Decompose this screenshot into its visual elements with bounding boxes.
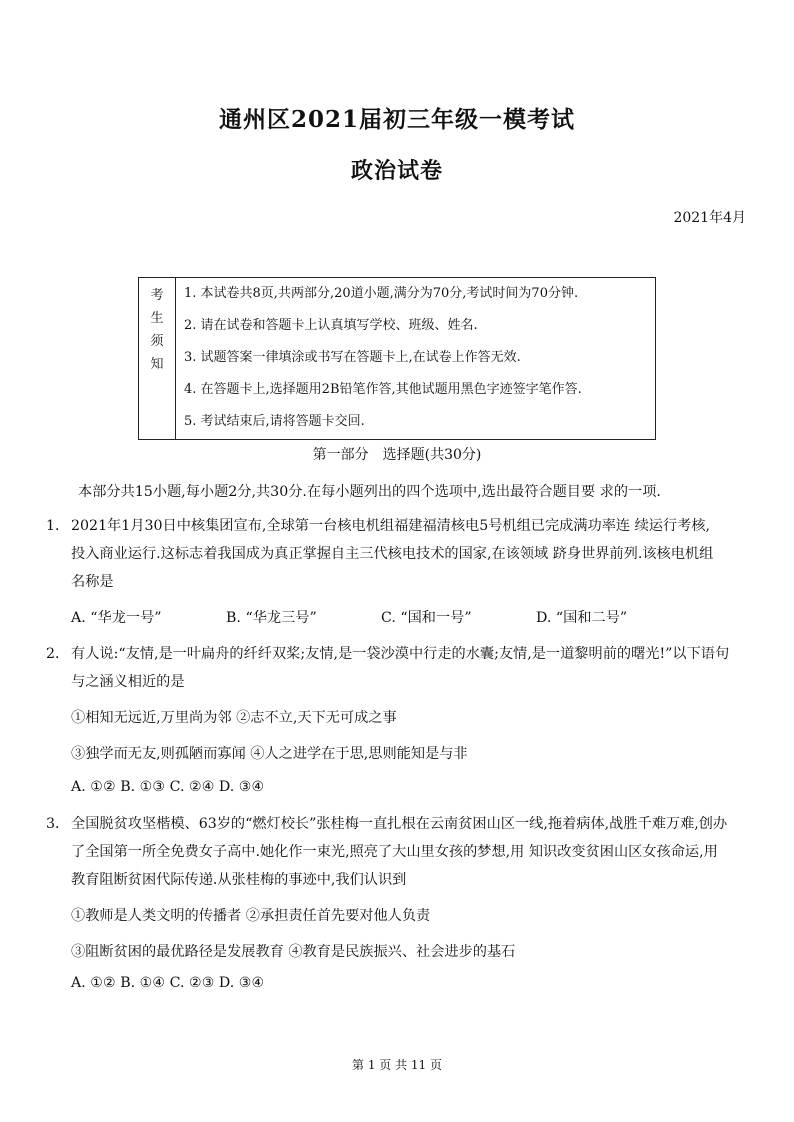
option-b: B. “华龙三号”: [226, 610, 317, 626]
option-d: D. “国和二号”: [536, 610, 628, 626]
question-text-line: 2021年1月30日中核集团宣布,全球第一台核电机组福建福清核电5号机组已完成满功率连 续运行考核,: [71, 518, 711, 534]
notice-item: 1. 本试卷共8页,共两部分,20道小题,满分为70分,考试时间为70分钟.: [184, 286, 579, 301]
notice-item: 2. 请在试卷和答题卡上认真填写学校、班级、姓名.: [184, 318, 478, 333]
statement-line: ③阻断贫困的最优路径是发展教育 ④教育是民族振兴、社会进步的基石: [71, 944, 516, 960]
notice-box: [138, 277, 656, 440]
exam-title: 通州区2021届初三年级一模考试: [218, 106, 575, 133]
notice-item: 5. 考试结束后,请将答题卡交回.: [184, 414, 365, 429]
notice-label-char: 须: [150, 334, 164, 349]
exam-subtitle: 政治试卷: [350, 158, 443, 184]
notice-label-char: 知: [150, 357, 164, 372]
question-text-line: 了全国第一所全免费女子高中.她化作一束光,照亮了大山里女孩的梦想,用 知识改变贫困山区女孩命运,用: [71, 844, 718, 860]
question-text-line: 教育阻断贫困代际传递.从张桂梅的事迹中,我们认识到: [71, 872, 407, 888]
statement-line: ③独学而无友,则孤陋而寡闻 ④人之进学在于思,思则能知是与非: [71, 746, 468, 762]
section-intro: 本部分共15小题,每小题2分,共30分.在每小题列出的四个选项中,选出最符合题目要 求的一项.: [78, 484, 661, 500]
notice-label-char: 考: [150, 288, 164, 303]
page-footer: 第 1 页 共 11 页: [352, 1058, 442, 1072]
exam-date: 2021年4月: [673, 210, 746, 226]
section-heading: 第一部分 选择题(共30分): [312, 447, 482, 463]
statement-line: ①相知无远近,万里尚为邻 ②志不立,天下无可成之事: [71, 710, 397, 726]
answer-options: A. ①② B. ①④ C. ②③ D. ③④: [71, 975, 265, 991]
notice-label-char: 生: [150, 311, 164, 326]
question-text-line: 与之涵义相近的是: [71, 674, 185, 690]
question-number: 1．: [46, 518, 70, 534]
notice-item: 4. 在答题卡上,选择题用2B铅笔作答,其他试题用黑色字迹签字笔作答.: [184, 382, 582, 397]
question-number: 2．: [46, 646, 70, 662]
notice-item: 3. 试题答案一律填涂或书写在答题卡上,在试卷上作答无效.: [184, 350, 521, 365]
notice-label: [139, 278, 176, 439]
question-text-line: 有人说:“友情,是一叶扁舟的纤纤双桨;友情,是一袋沙漠中行走的水囊;友情,是一道黎明前的曙光!”以下语句: [71, 646, 730, 662]
answer-options: A. ①② B. ①③ C. ②④ D. ③④: [71, 779, 265, 795]
option-a: A. “华龙一号”: [71, 610, 162, 626]
option-c: C. “国和一号”: [381, 610, 472, 626]
question-text-line: 全国脱贫攻坚楷模、63岁的“燃灯校长”张桂梅一直扎根在云南贫困山区一线,拖着病体,战胜千难万难,创办: [71, 816, 728, 832]
statement-line: ①教师是人类文明的传播者 ②承担责任首先要对他人负责: [71, 908, 431, 924]
question-text-line: 投入商业运行.这标志着我国成为真正掌握自主三代核电技术的国家,在该领域 跻身世界前列.该核电机组: [71, 546, 714, 562]
question-number: 3．: [46, 816, 70, 832]
question-text-line: 名称是: [71, 574, 114, 590]
